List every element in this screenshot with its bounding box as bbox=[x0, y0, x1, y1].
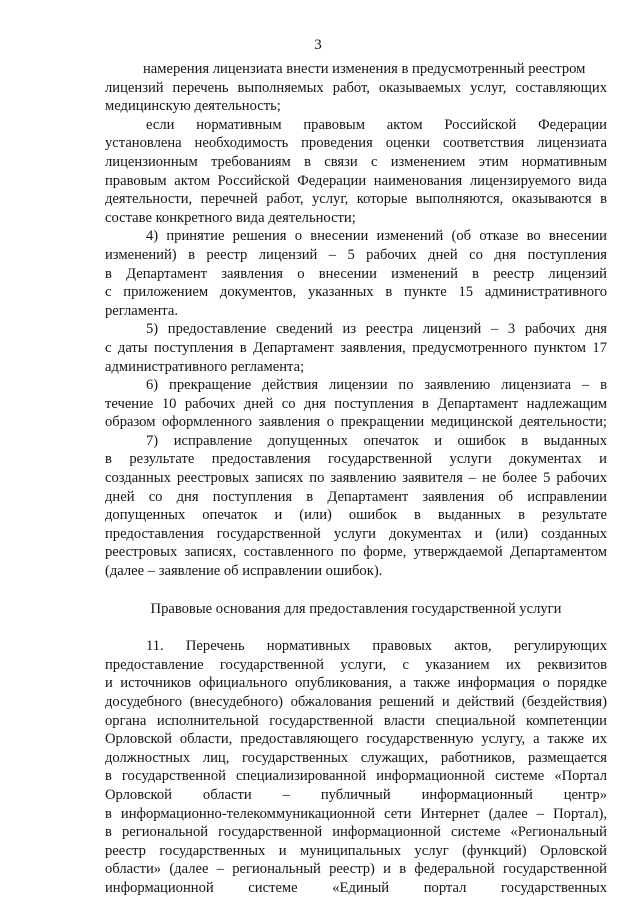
text-line: досудебного (внесудебного) обжалования решений и действий (бездействия) bbox=[105, 694, 607, 710]
text-line: изменений) в реестр лицензий – 5 рабочих дней со дня поступления bbox=[105, 246, 607, 263]
text-line: созданных реестровых записях по заявлению заявителя – не более 5 рабочих bbox=[105, 470, 607, 487]
text-line: (далее – заявление об исправлении ошибок). bbox=[105, 563, 383, 580]
text-line: с даты поступления в Департамент заявления, предусмотренного пунктом 17 bbox=[105, 339, 607, 356]
document-body bbox=[105, 60, 607, 898]
text-line: регламента. bbox=[105, 302, 178, 319]
text-line: в результате предоставления государственной услуги документах и bbox=[105, 451, 607, 468]
text-line: образом оформленного заявления о прекращении медицинской деятельности; bbox=[105, 414, 607, 431]
paragraphs-before-heading bbox=[105, 60, 607, 581]
text-line: если нормативным правовым актом Российской Федерации bbox=[146, 116, 607, 133]
text-line: намерения лицензиата внести изменения в предусмотренный реестром bbox=[143, 61, 586, 77]
text-line: в государственной специализированной информационной системе «Портал bbox=[105, 768, 607, 785]
text-line: в информационно-телекоммуникационной сети Интернет (далее – Портал), bbox=[105, 805, 607, 822]
text-line: 7) исправление допущенных опечаток и ошибок в выданных bbox=[146, 432, 607, 449]
text-line: правовым актом Российской Федерации наименования лицензируемого вида bbox=[105, 172, 607, 189]
blank-gap-2 bbox=[105, 618, 607, 637]
text-line: реестровых записях, составленного по форме, утверждаемой Департаментом bbox=[105, 544, 607, 561]
text-line: Орловской области – публичный информационный центр» bbox=[105, 786, 607, 803]
text-line: дней со дня поступления в Департамент заявления об исправлении bbox=[105, 488, 607, 505]
text-line: 4) принятие решения о внесении изменений (об отказе во внесении bbox=[146, 228, 607, 245]
paragraphs-after-heading bbox=[105, 637, 607, 897]
text-line: и источников официального опубликования, а также информация о порядке bbox=[105, 675, 607, 692]
text-line: административного регламента; bbox=[105, 358, 305, 375]
text-line: установлена необходимость проведения оценки соответствия лицензиата bbox=[105, 135, 607, 152]
page-number: 3 bbox=[314, 37, 322, 53]
text-line: составе конкретного вида деятельности; bbox=[105, 209, 356, 226]
text-line: области» (далее – региональный реестр) и в федеральной государственной bbox=[105, 861, 607, 878]
text-line: в Департамент заявления о внесении изменений в реестр лицензий bbox=[105, 265, 607, 282]
text-line: в региональной государственной информационной системе «Региональный bbox=[105, 824, 607, 841]
text-line: должностных лиц, государственных служащих, работников, размещается bbox=[105, 749, 607, 766]
section-heading: Правовые основания для предоставления государственной услуги bbox=[150, 600, 562, 617]
text-line: деятельности, перечней работ, услуг, которые выполняются, оказываются в bbox=[105, 191, 607, 208]
text-line: течение 10 рабочих дней со дня поступления в Департамент надлежащим bbox=[105, 395, 607, 412]
text-line: реестр государственных и муниципальных услуг (функций) Орловской bbox=[105, 842, 607, 859]
text-line: предоставление государственной услуги, с указанием их реквизитов bbox=[105, 656, 607, 673]
text-line: Орловской области, предоставляющего государственную услугу, а также их bbox=[105, 731, 607, 748]
text-line: с приложением документов, указанных в пункте 15 административного bbox=[105, 284, 607, 301]
text-line: медицинскую деятельность; bbox=[105, 98, 281, 115]
text-line: предоставления государственной услуги документах и (или) созданных bbox=[105, 525, 607, 542]
blank-gap-1 bbox=[105, 581, 607, 600]
text-line: допущенных опечаток и (или) ошибок в выданных в результате bbox=[105, 507, 607, 524]
text-line: лицензионным требованиям в связи с изменением этим нормативным bbox=[105, 153, 607, 170]
text-line: 11. Перечень нормативных правовых актов, регулирующих bbox=[146, 638, 607, 655]
text-line: 6) прекращение действия лицензии по заявлению лицензиата – в bbox=[146, 377, 607, 394]
text-line: органа исполнительной государственной власти специальной компетенции bbox=[105, 712, 607, 729]
text-line: лицензий перечень выполняемых работ, оказываемых услуг, составляющих bbox=[105, 79, 607, 96]
text-line: информационной системе «Единый портал государственных bbox=[105, 879, 607, 896]
text-line: 5) предоставление сведений из реестра лицензий – 3 рабочих дня bbox=[146, 321, 607, 338]
